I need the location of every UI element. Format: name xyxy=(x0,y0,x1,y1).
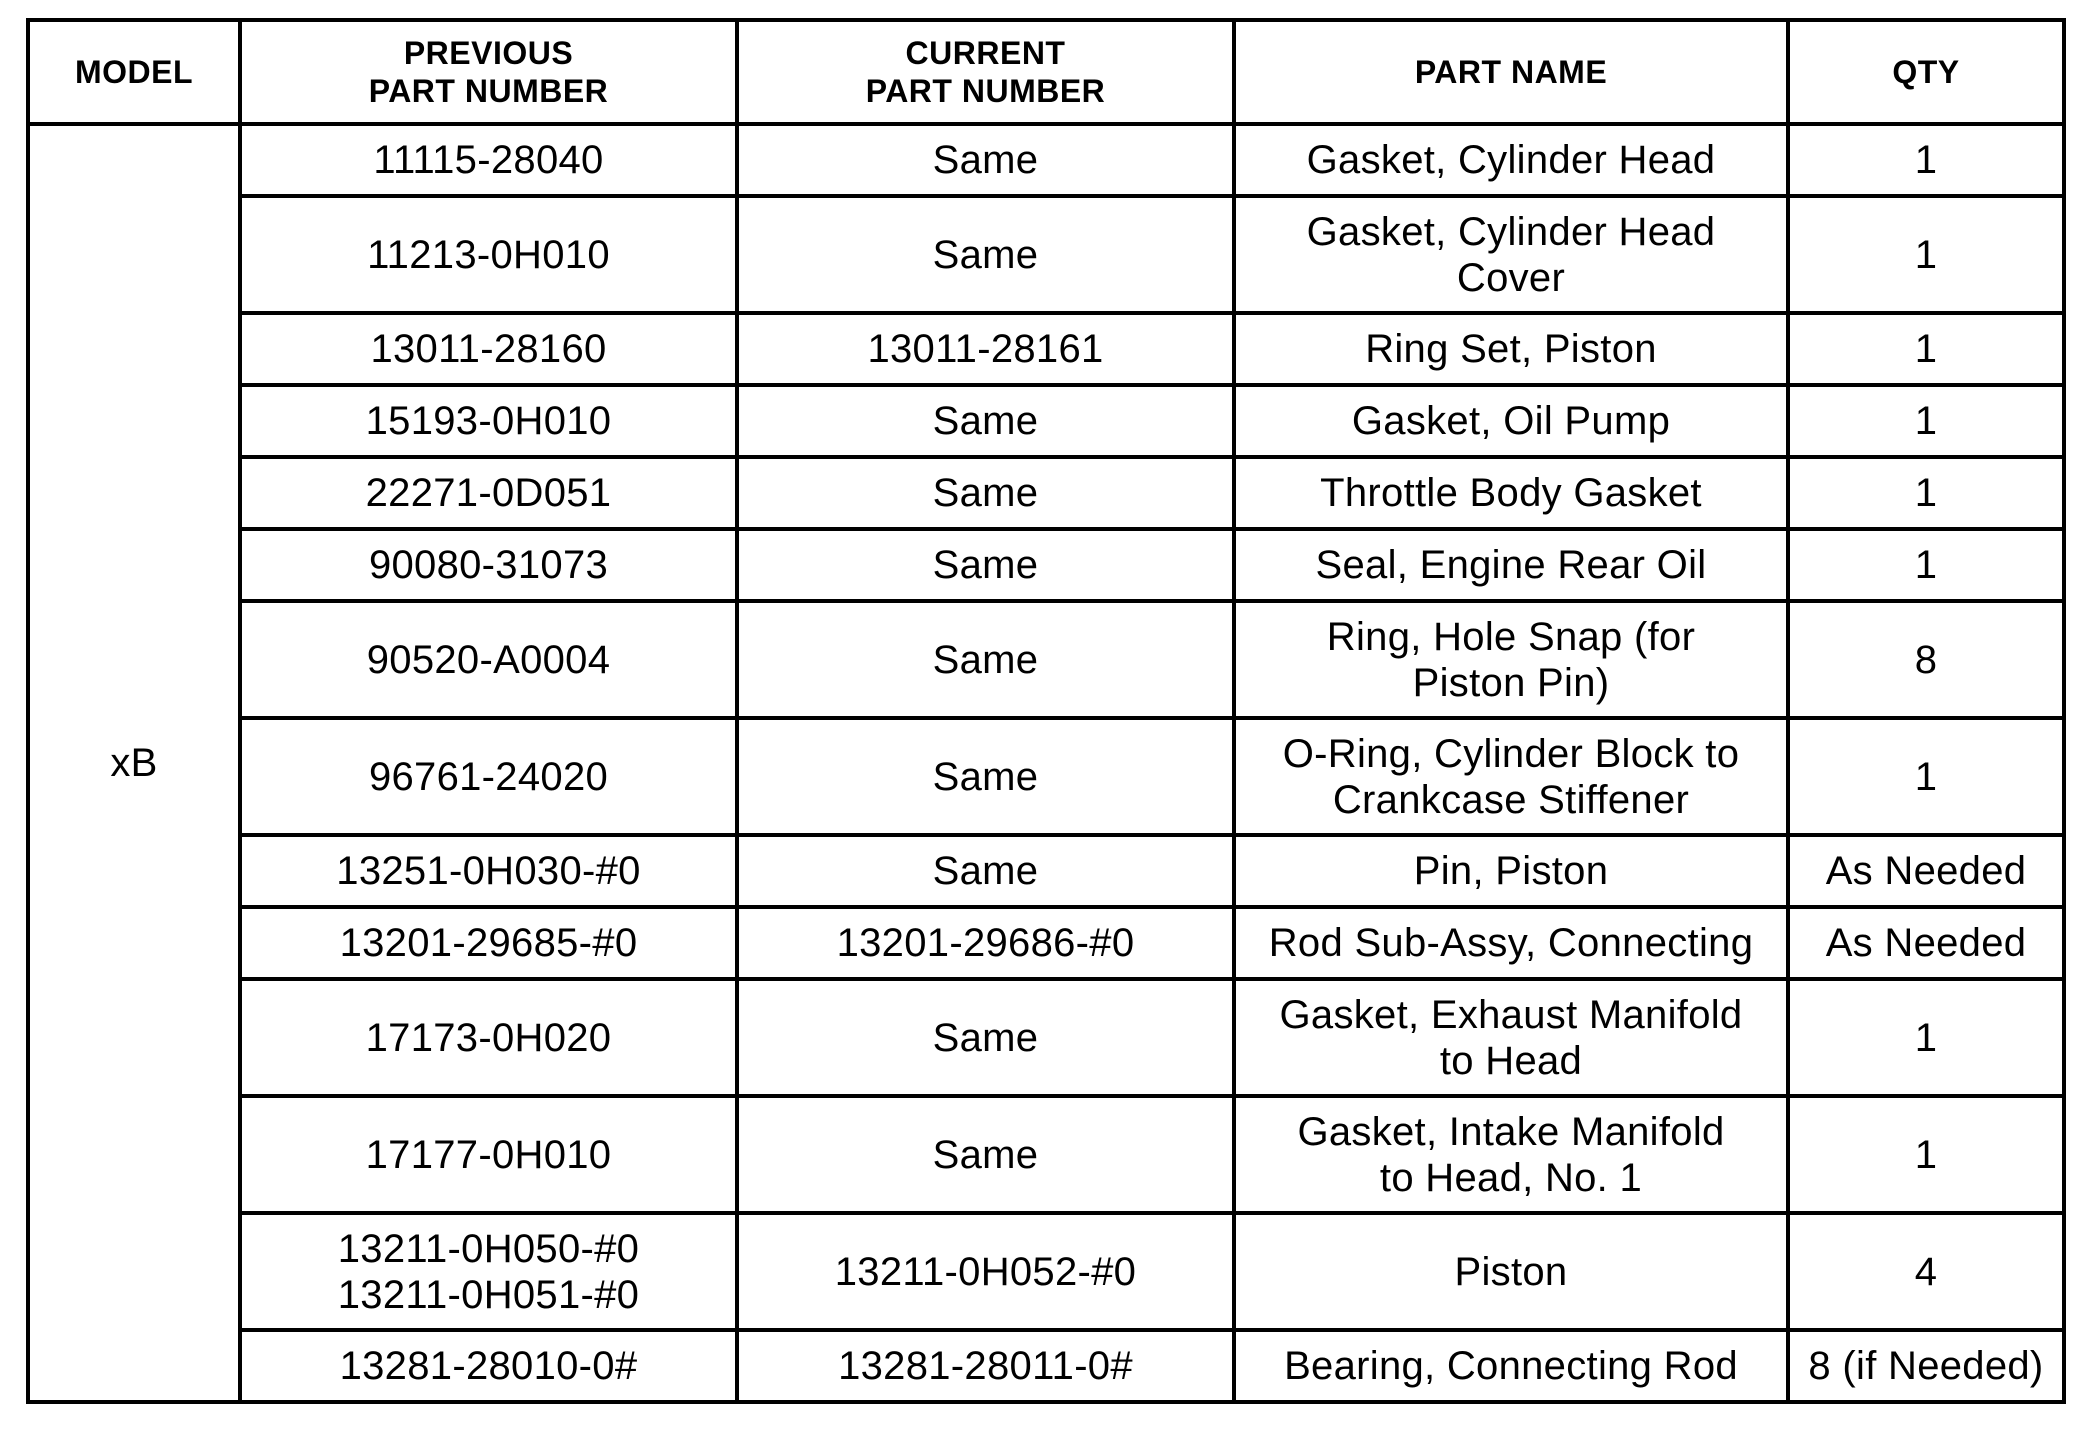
qty-cell: 4 xyxy=(1788,1213,2064,1330)
current-part-number-cell: Same xyxy=(737,835,1234,907)
current-part-number-cell: 13211-0H052-#0 xyxy=(737,1213,1234,1330)
part-name-cell: O-Ring, Cylinder Block to Crankcase Stiffener xyxy=(1234,718,1788,835)
part-name-cell: Gasket, Intake Manifold to Head, No. 1 xyxy=(1234,1096,1788,1213)
table-row xyxy=(28,529,2064,601)
previous-part-number-cell: 13011-28160 xyxy=(240,313,737,385)
part-name-cell: Pin, Piston xyxy=(1234,835,1788,907)
table-row xyxy=(28,313,2064,385)
current-part-number-cell: 13281-28011-0# xyxy=(737,1330,1234,1402)
qty-cell: 8 (if Needed) xyxy=(1788,1330,2064,1402)
table-row xyxy=(28,1330,2064,1402)
table-row xyxy=(28,124,2064,196)
qty-cell: 8 xyxy=(1788,601,2064,718)
table-row xyxy=(28,601,2064,718)
qty-cell: 1 xyxy=(1788,457,2064,529)
current-part-number-cell: 13011-28161 xyxy=(737,313,1234,385)
current-part-number-cell: Same xyxy=(737,457,1234,529)
current-part-number-cell: Same xyxy=(737,601,1234,718)
qty-cell: As Needed xyxy=(1788,835,2064,907)
part-name-cell: Piston xyxy=(1234,1213,1788,1330)
current-part-number-cell: Same xyxy=(737,196,1234,313)
part-name-cell: Bearing, Connecting Rod xyxy=(1234,1330,1788,1402)
table-row xyxy=(28,907,2064,979)
current-part-number-cell: Same xyxy=(737,979,1234,1096)
current-part-number-cell: Same xyxy=(737,124,1234,196)
part-name-cell: Gasket, Exhaust Manifold to Head xyxy=(1234,979,1788,1096)
previous-part-number-cell: 96761-24020 xyxy=(240,718,737,835)
previous-part-number-cell: 13251-0H030-#0 xyxy=(240,835,737,907)
qty-cell: 1 xyxy=(1788,124,2064,196)
previous-part-number-cell: 22271-0D051 xyxy=(240,457,737,529)
table-header xyxy=(28,20,2064,124)
header-previous-part-number: PREVIOUS PART NUMBER xyxy=(240,20,737,124)
table-row xyxy=(28,718,2064,835)
qty-cell: 1 xyxy=(1788,385,2064,457)
model-cell: xB xyxy=(28,124,240,1402)
qty-cell: 1 xyxy=(1788,313,2064,385)
previous-part-number-cell: 90520-A0004 xyxy=(240,601,737,718)
previous-part-number-cell: 13211-0H050-#0 13211-0H051-#0 xyxy=(240,1213,737,1330)
part-name-cell: Seal, Engine Rear Oil xyxy=(1234,529,1788,601)
qty-cell: 1 xyxy=(1788,529,2064,601)
part-name-cell: Gasket, Cylinder Head Cover xyxy=(1234,196,1788,313)
part-name-cell: Gasket, Oil Pump xyxy=(1234,385,1788,457)
qty-cell: 1 xyxy=(1788,1096,2064,1213)
table-row xyxy=(28,1096,2064,1213)
table-row xyxy=(28,196,2064,313)
table-row xyxy=(28,1213,2064,1330)
previous-part-number-cell: 11115-28040 xyxy=(240,124,737,196)
part-name-cell: Ring, Hole Snap (for Piston Pin) xyxy=(1234,601,1788,718)
header-qty: QTY xyxy=(1788,20,2064,124)
table-row xyxy=(28,979,2064,1096)
qty-cell: 1 xyxy=(1788,196,2064,313)
qty-cell: 1 xyxy=(1788,979,2064,1096)
table-body xyxy=(28,124,2064,1402)
previous-part-number-cell: 15193-0H010 xyxy=(240,385,737,457)
header-row xyxy=(28,20,2064,124)
previous-part-number-cell: 13281-28010-0# xyxy=(240,1330,737,1402)
part-name-cell: Ring Set, Piston xyxy=(1234,313,1788,385)
header-model: MODEL xyxy=(28,20,240,124)
current-part-number-cell: 13201-29686-#0 xyxy=(737,907,1234,979)
qty-cell: As Needed xyxy=(1788,907,2064,979)
current-part-number-cell: Same xyxy=(737,718,1234,835)
table-row xyxy=(28,385,2064,457)
qty-cell: 1 xyxy=(1788,718,2064,835)
table-row xyxy=(28,835,2064,907)
header-current-part-number: CURRENT PART NUMBER xyxy=(737,20,1234,124)
previous-part-number-cell: 17177-0H010 xyxy=(240,1096,737,1213)
previous-part-number-cell: 90080-31073 xyxy=(240,529,737,601)
previous-part-number-cell: 11213-0H010 xyxy=(240,196,737,313)
current-part-number-cell: Same xyxy=(737,385,1234,457)
part-name-cell: Throttle Body Gasket xyxy=(1234,457,1788,529)
current-part-number-cell: Same xyxy=(737,529,1234,601)
previous-part-number-cell: 13201-29685-#0 xyxy=(240,907,737,979)
table-row xyxy=(28,457,2064,529)
parts-table xyxy=(26,18,2066,1404)
current-part-number-cell: Same xyxy=(737,1096,1234,1213)
part-name-cell: Rod Sub-Assy, Connecting xyxy=(1234,907,1788,979)
part-name-cell: Gasket, Cylinder Head xyxy=(1234,124,1788,196)
previous-part-number-cell: 17173-0H020 xyxy=(240,979,737,1096)
header-part-name: PART NAME xyxy=(1234,20,1788,124)
